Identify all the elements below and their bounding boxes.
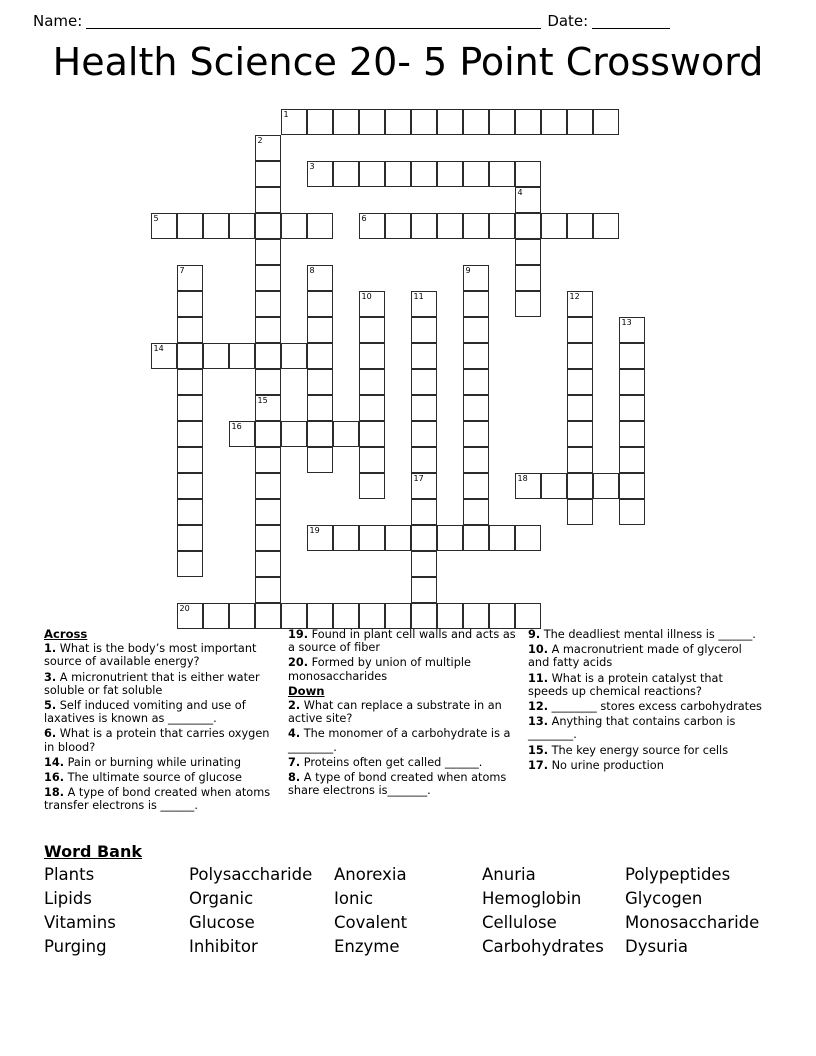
crossword-cell[interactable] — [593, 473, 619, 499]
crossword-cell[interactable] — [255, 291, 281, 317]
crossword-cell[interactable] — [515, 161, 541, 187]
cell-number: 4 — [517, 188, 523, 197]
crossword-cell[interactable] — [463, 317, 489, 343]
crossword-cell[interactable] — [255, 395, 281, 421]
clue-text: What is a protein catalyst that speeds up chemical reactions? — [528, 671, 723, 698]
crossword-cell[interactable] — [255, 265, 281, 291]
crossword-cell[interactable] — [437, 603, 463, 629]
crossword-cell[interactable] — [359, 369, 385, 395]
crossword-cell[interactable] — [385, 109, 411, 135]
crossword-cell[interactable] — [463, 213, 489, 239]
name-date-row — [0, 0, 816, 30]
crossword-cell[interactable] — [567, 317, 593, 343]
crossword-cell[interactable] — [359, 525, 385, 551]
crossword-cell[interactable] — [385, 525, 411, 551]
clue-text: What is a protein that carries oxygen in blood? — [44, 727, 270, 754]
word-bank-word: Covalent — [334, 913, 408, 932]
crossword-cell[interactable] — [515, 603, 541, 629]
clue-number: 6. — [44, 727, 57, 741]
clue-number: 12. — [528, 700, 549, 714]
crossword-cell[interactable] — [411, 161, 437, 187]
crossword-cell[interactable] — [359, 343, 385, 369]
crossword-cell[interactable] — [463, 525, 489, 551]
crossword-cell[interactable] — [255, 525, 281, 551]
cell-number: 9 — [465, 266, 471, 275]
crossword-cell[interactable] — [619, 317, 645, 343]
page-title: Health Science 20- 5 Point Crossword — [52, 40, 764, 84]
crossword-cell[interactable] — [281, 213, 307, 239]
crossword-cell[interactable] — [567, 473, 593, 499]
crossword-cell[interactable] — [255, 577, 281, 603]
word-bank-word: Monosaccharide — [625, 913, 760, 932]
crossword-cell[interactable] — [307, 213, 333, 239]
clue-text: A type of bond created when atoms share electrons is_______. — [288, 771, 507, 798]
clue-text: Anything that contains carbon is ________. — [528, 715, 736, 742]
crossword-cell[interactable] — [281, 343, 307, 369]
word-bank-word: Anuria — [482, 865, 536, 884]
crossword-cell[interactable] — [463, 369, 489, 395]
crossword-cell[interactable] — [515, 525, 541, 551]
clue-item — [528, 715, 764, 741]
crossword-cell[interactable] — [307, 603, 333, 629]
crossword-cell[interactable] — [281, 603, 307, 629]
crossword-cell[interactable] — [619, 447, 645, 473]
crossword-cell[interactable] — [177, 369, 203, 395]
crossword-cell[interactable] — [333, 421, 359, 447]
crossword-cell[interactable] — [411, 343, 437, 369]
word-bank-word: Vitamins — [44, 913, 116, 932]
crossword-cell[interactable] — [177, 343, 203, 369]
clue-item — [288, 699, 516, 725]
crossword-cell[interactable] — [333, 603, 359, 629]
clue-number: 3. — [44, 670, 57, 684]
crossword-cell[interactable] — [411, 291, 437, 317]
crossword-cell[interactable] — [463, 421, 489, 447]
word-bank-word: Ionic — [334, 889, 374, 908]
crossword-cell[interactable] — [515, 291, 541, 317]
word-bank-word: Polysaccharide — [189, 865, 313, 884]
clue-text: What can replace a substrate in an active site? — [288, 699, 502, 726]
crossword-cell[interactable] — [255, 447, 281, 473]
crossword-cell[interactable] — [567, 343, 593, 369]
crossword-cell[interactable] — [255, 499, 281, 525]
clue-column-1 — [44, 628, 288, 823]
cell-number: 16 — [231, 422, 242, 431]
crossword-cell[interactable] — [203, 213, 229, 239]
clue-item — [44, 699, 276, 725]
word-bank-heading: Word Bank — [44, 842, 143, 861]
crossword-cell[interactable] — [177, 395, 203, 421]
cell-number: 18 — [517, 474, 528, 483]
crossword-cell[interactable] — [359, 603, 385, 629]
date-label: Date: — [547, 12, 589, 30]
cell-number: 6 — [361, 214, 367, 223]
crossword-cell[interactable] — [255, 135, 281, 161]
crossword-cell[interactable] — [229, 603, 255, 629]
clue-text: A micronutrient that is either water soluble or fat soluble — [44, 670, 260, 697]
crossword-cell[interactable] — [411, 577, 437, 603]
crossword-cell[interactable] — [359, 213, 385, 239]
crossword-cell[interactable] — [203, 343, 229, 369]
clue-number: 1. — [44, 642, 57, 656]
crossword-cell[interactable] — [255, 551, 281, 577]
crossword-cell[interactable] — [307, 291, 333, 317]
name-input-line[interactable] — [86, 15, 541, 29]
cell-number: 7 — [179, 266, 185, 275]
crossword-cell[interactable] — [359, 291, 385, 317]
crossword-cell[interactable] — [567, 499, 593, 525]
cell-number: 3 — [309, 162, 315, 171]
crossword-cell[interactable] — [307, 109, 333, 135]
across-heading: Across — [44, 627, 88, 641]
crossword-cell[interactable] — [411, 551, 437, 577]
crossword-cell[interactable] — [567, 109, 593, 135]
cell-number: 20 — [179, 604, 190, 613]
crossword-cell[interactable] — [385, 161, 411, 187]
crossword-cell[interactable] — [333, 161, 359, 187]
clue-item — [528, 643, 764, 669]
crossword-cell[interactable] — [177, 525, 203, 551]
word-bank-word: Glucose — [189, 913, 255, 932]
crossword-cell[interactable] — [255, 369, 281, 395]
crossword-cell[interactable] — [489, 603, 515, 629]
cell-number: 14 — [153, 344, 164, 353]
date-input-line[interactable] — [592, 15, 670, 29]
crossword-cell[interactable] — [307, 343, 333, 369]
clue-column-2 — [288, 628, 528, 823]
clue-number: 7. — [288, 755, 301, 769]
crossword-cell[interactable] — [307, 421, 333, 447]
down-heading: Down — [288, 683, 325, 698]
clue-text: The deadliest mental illness is ______. — [540, 628, 756, 641]
clue-text: A macronutrient made of glycerol and fatty acids — [528, 643, 742, 670]
word-bank — [44, 842, 784, 956]
crossword-cell[interactable] — [151, 213, 177, 239]
clue-item — [44, 786, 276, 812]
cell-number: 15 — [257, 396, 268, 405]
word-bank-word: Inhibitor — [189, 937, 258, 956]
crossword-cell[interactable] — [463, 473, 489, 499]
crossword-cell[interactable] — [463, 499, 489, 525]
crossword-cell[interactable] — [229, 213, 255, 239]
clue-column-3 — [528, 628, 776, 823]
crossword-cell[interactable] — [281, 109, 307, 135]
clue-number: 14. — [44, 755, 65, 769]
cell-number: 11 — [413, 292, 424, 301]
clue-text: The monomer of a carbohydrate is a ________. — [288, 727, 511, 754]
clue-number: 15. — [528, 743, 549, 757]
crossword-cell[interactable] — [411, 213, 437, 239]
crossword-cell[interactable] — [359, 317, 385, 343]
clue-text: No urine production — [548, 758, 664, 772]
crossword-cell[interactable] — [411, 499, 437, 525]
clues-section — [44, 628, 776, 823]
word-bank-word: Purging — [44, 937, 107, 956]
crossword-cell[interactable] — [385, 603, 411, 629]
cell-number: 10 — [361, 292, 372, 301]
crossword-cell[interactable] — [359, 473, 385, 499]
crossword-cell[interactable] — [489, 525, 515, 551]
cell-number: 8 — [309, 266, 315, 275]
cell-number: 13 — [621, 318, 632, 327]
crossword-cell[interactable] — [515, 239, 541, 265]
clue-item — [528, 672, 764, 698]
crossword-cell[interactable] — [541, 473, 567, 499]
crossword-cell[interactable] — [177, 499, 203, 525]
crossword-cell[interactable] — [255, 213, 281, 239]
crossword-cell[interactable] — [463, 395, 489, 421]
clue-text: Proteins often get called ______. — [300, 755, 483, 769]
clue-number: 18. — [44, 786, 65, 800]
crossword-cell[interactable] — [177, 213, 203, 239]
clue-number: 4. — [288, 727, 301, 741]
clue-number: 19. — [288, 628, 309, 641]
crossword-cell[interactable] — [619, 369, 645, 395]
crossword-cell[interactable] — [463, 265, 489, 291]
crossword-cell[interactable] — [255, 239, 281, 265]
clue-number: 10. — [528, 643, 549, 657]
crossword-cell[interactable] — [255, 603, 281, 629]
crossword-cell[interactable] — [255, 343, 281, 369]
crossword-cell[interactable] — [307, 369, 333, 395]
crossword-cell[interactable] — [359, 395, 385, 421]
crossword-cell[interactable] — [463, 447, 489, 473]
crossword-cell[interactable] — [619, 499, 645, 525]
crossword-cell[interactable] — [619, 473, 645, 499]
crossword-grid — [0, 105, 816, 625]
clue-item — [44, 727, 276, 753]
crossword-cell[interactable] — [463, 109, 489, 135]
clue-number: 13. — [528, 715, 549, 729]
clue-number: 16. — [44, 771, 65, 785]
clue-number: 11. — [528, 671, 549, 685]
crossword-cell[interactable] — [307, 395, 333, 421]
crossword-cell[interactable] — [411, 395, 437, 421]
crossword-cell[interactable] — [463, 603, 489, 629]
crossword-cell[interactable] — [411, 369, 437, 395]
clue-item — [528, 744, 764, 757]
word-bank-word: Lipids — [44, 889, 92, 908]
crossword-cell[interactable] — [177, 265, 203, 291]
crossword-cell[interactable] — [385, 213, 411, 239]
crossword-cell[interactable] — [515, 187, 541, 213]
crossword-cell[interactable] — [515, 473, 541, 499]
crossword-cell[interactable] — [359, 161, 385, 187]
crossword-cell[interactable] — [515, 109, 541, 135]
crossword-cell[interactable] — [177, 447, 203, 473]
clue-number: 2. — [288, 699, 301, 713]
clue-item — [288, 628, 516, 654]
crossword-cell[interactable] — [411, 317, 437, 343]
clue-item — [528, 700, 764, 713]
crossword-cell[interactable] — [489, 109, 515, 135]
crossword-cell[interactable] — [333, 525, 359, 551]
word-bank-word: Anorexia — [334, 865, 407, 884]
crossword-cell[interactable] — [463, 161, 489, 187]
crossword-cell[interactable] — [567, 395, 593, 421]
crossword-cell[interactable] — [541, 213, 567, 239]
clue-text: Formed by union of multiple monosaccharides — [288, 656, 471, 683]
clue-text: ________ stores excess carbohydrates — [548, 700, 762, 714]
clue-item — [44, 756, 276, 769]
word-bank-word: Enzyme — [334, 937, 400, 956]
clue-item — [288, 656, 516, 682]
crossword-cell[interactable] — [255, 421, 281, 447]
crossword-cell[interactable] — [359, 447, 385, 473]
crossword-cell[interactable] — [255, 317, 281, 343]
clue-number: 17. — [528, 758, 549, 772]
word-bank-word: Organic — [189, 889, 254, 908]
crossword-cell[interactable] — [515, 265, 541, 291]
crossword-cell[interactable] — [307, 317, 333, 343]
crossword-cell[interactable] — [255, 473, 281, 499]
crossword-cell[interactable] — [333, 109, 359, 135]
clue-text: What is the body’s most important source of available energy? — [44, 642, 257, 669]
crossword-cell[interactable] — [411, 421, 437, 447]
word-bank-word: Polypeptides — [625, 865, 731, 884]
name-label: Name: — [33, 12, 83, 30]
cell-number: 1 — [283, 110, 289, 119]
word-bank-grid — [44, 865, 784, 956]
clue-item — [288, 771, 516, 797]
word-bank-word: Cellulose — [482, 913, 557, 932]
crossword-cell[interactable] — [411, 603, 437, 629]
crossword-cell[interactable] — [593, 213, 619, 239]
crossword-cell[interactable] — [281, 421, 307, 447]
crossword-cell[interactable] — [567, 213, 593, 239]
crossword-cell[interactable] — [177, 473, 203, 499]
crossword-cell[interactable] — [463, 343, 489, 369]
cell-number: 12 — [569, 292, 580, 301]
crossword-cell[interactable] — [177, 291, 203, 317]
word-bank-word: Plants — [44, 865, 95, 884]
clue-item — [528, 759, 764, 772]
clue-item — [528, 628, 764, 641]
clue-item — [44, 671, 276, 697]
crossword-cell[interactable] — [619, 343, 645, 369]
clue-text: Found in plant cell walls and acts as a source of fiber — [288, 628, 516, 655]
clue-number: 5. — [44, 699, 57, 713]
crossword-cell[interactable] — [307, 161, 333, 187]
word-bank-word: Carbohydrates — [482, 937, 604, 956]
crossword-cell[interactable] — [177, 421, 203, 447]
cell-number: 2 — [257, 136, 263, 145]
crossword-cell[interactable] — [177, 603, 203, 629]
crossword-cell[interactable] — [359, 109, 385, 135]
crossword-cell[interactable] — [463, 291, 489, 317]
clue-item — [288, 756, 516, 769]
crossword-cell[interactable] — [203, 603, 229, 629]
crossword-cell[interactable] — [437, 213, 463, 239]
clue-text: Pain or burning while urinating — [64, 755, 242, 769]
cell-number: 17 — [413, 474, 424, 483]
clue-text: The ultimate source of glucose — [64, 771, 242, 785]
crossword-cell[interactable] — [229, 343, 255, 369]
cell-number: 5 — [153, 214, 159, 223]
crossword-cell[interactable] — [567, 369, 593, 395]
clue-item — [44, 771, 276, 784]
crossword-cell[interactable] — [593, 109, 619, 135]
crossword-cell[interactable] — [515, 213, 541, 239]
clue-text: The key energy source for cells — [548, 743, 729, 757]
word-bank-word: Hemoglobin — [482, 889, 582, 908]
crossword-cell[interactable] — [619, 395, 645, 421]
crossword-cell[interactable] — [567, 291, 593, 317]
crossword-cell[interactable] — [359, 421, 385, 447]
crossword-cell[interactable] — [437, 109, 463, 135]
crossword-cell[interactable] — [411, 447, 437, 473]
crossword-cell[interactable] — [619, 421, 645, 447]
clue-number: 9. — [528, 628, 541, 641]
crossword-cell[interactable] — [541, 109, 567, 135]
crossword-cell[interactable] — [567, 447, 593, 473]
crossword-cell[interactable] — [411, 525, 437, 551]
crossword-cell[interactable] — [229, 421, 255, 447]
crossword-cell[interactable] — [151, 343, 177, 369]
word-bank-word: Dysuria — [625, 937, 689, 956]
crossword-cell[interactable] — [307, 525, 333, 551]
crossword-cell[interactable] — [411, 109, 437, 135]
clue-text: A type of bond created when atoms transfer electrons is ______. — [44, 786, 271, 813]
crossword-cell[interactable] — [307, 265, 333, 291]
crossword-cell[interactable] — [177, 551, 203, 577]
crossword-cell[interactable] — [307, 447, 333, 473]
clue-number: 8. — [288, 771, 301, 785]
cell-number: 19 — [309, 526, 320, 535]
crossword-cell[interactable] — [411, 473, 437, 499]
clue-number: 20. — [288, 656, 309, 670]
clue-text: Self induced vomiting and use of laxatives is known as ________. — [44, 699, 246, 726]
crossword-cell[interactable] — [489, 161, 515, 187]
crossword-cell[interactable] — [255, 161, 281, 187]
crossword-cell[interactable] — [177, 317, 203, 343]
clue-item — [288, 727, 516, 753]
crossword-cell[interactable] — [489, 213, 515, 239]
crossword-cell[interactable] — [567, 421, 593, 447]
crossword-cell[interactable] — [437, 161, 463, 187]
clue-item — [44, 642, 276, 668]
word-bank-word: Glycogen — [625, 889, 703, 908]
crossword-cell[interactable] — [437, 525, 463, 551]
crossword-cell[interactable] — [255, 187, 281, 213]
